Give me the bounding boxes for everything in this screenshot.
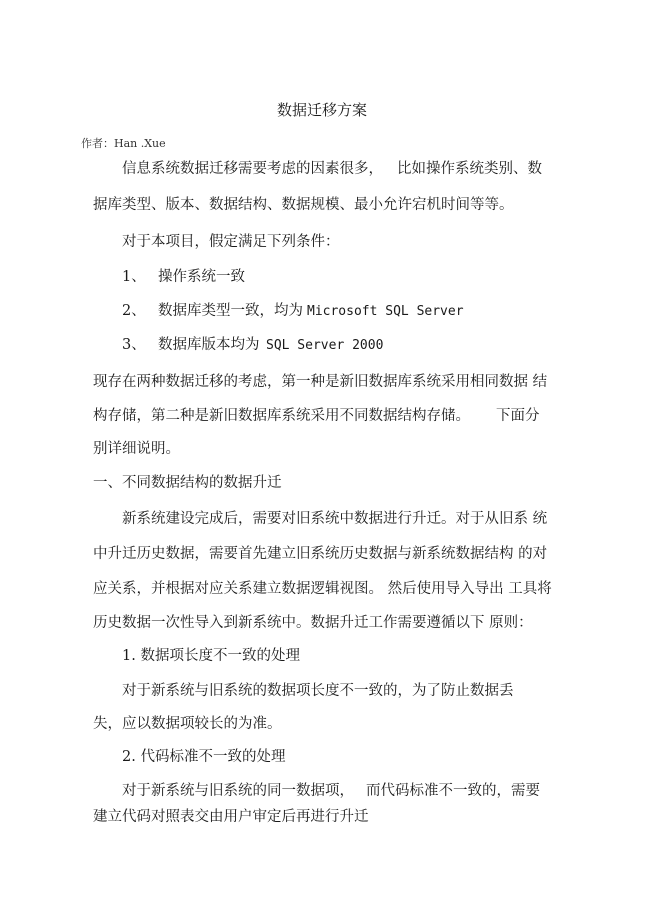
paragraph-line: 新系统建设完成后，需要对旧系统中数据进行升迁。对于从旧系 统: [122, 511, 548, 527]
paragraph-line: 建立代码对照表交由用户审定后再进行升迁: [93, 809, 369, 825]
list-item-text: 数据库版本均为: [158, 337, 260, 353]
paragraph-line: 现存在两种数据迁移的考虑，第一种是新旧数据库系统采用相同数据 结: [93, 374, 548, 390]
paragraph-line: 对于新系统与旧系统的同一数据项，: [122, 783, 354, 799]
paragraph-line: 据库类型、版本、数据结构、数据规模、最小允许宕机时间等等。: [93, 197, 514, 213]
paragraph-line: 应关系，并根据对应关系建立数据逻辑视图。 然后使用导入导出 工具将: [93, 581, 552, 597]
subsection-heading: 1. 数据项长度不一致的处理: [122, 648, 300, 664]
list-item-number: 2、: [122, 303, 146, 319]
list-item-code: SQL Server 2000: [266, 338, 384, 353]
list-item-number: 3、: [122, 337, 146, 353]
list-item-code: Microsoft SQL Server: [307, 304, 464, 319]
list-item-text: 数据库类型一致，均为: [158, 303, 303, 319]
list-item-text: 操作系统一致: [158, 269, 245, 285]
paragraph-line: 历史数据一次性导入到新系统中。数据升迁工作需要遵循以下 原则：: [93, 615, 533, 631]
paragraph-line: 中升迁历史数据，需要首先建立旧系统历史数据与新系统数据结构 的对: [93, 546, 548, 562]
paragraph-line: 别详细说明。: [93, 441, 180, 457]
list-item-number: 1、: [122, 269, 146, 285]
paragraph-line: 而代码标准不一致的，需要: [366, 783, 540, 799]
paragraph-line: 下面分: [496, 408, 540, 424]
page-title: 数据迁移方案: [277, 101, 368, 119]
paragraph-line: 比如操作系统类别、数: [397, 161, 542, 177]
author-line: 作者：Han .Xue: [81, 137, 166, 150]
subsection-heading: 2. 代码标准不一致的处理: [122, 749, 286, 765]
paragraph-line: 对于新系统与旧系统的数据项长度不一致的，为了防止数据丢: [122, 683, 514, 699]
paragraph-line: 对于本项目，假定满足下列条件：: [122, 234, 340, 250]
section-heading: 一、不同数据结构的数据升迁: [93, 475, 282, 491]
paragraph-line: 失，应以数据项较长的为准。: [93, 716, 282, 732]
paragraph-line: 信息系统数据迁移需要考虑的因素很多，: [122, 161, 383, 177]
paragraph-line: 构存储，第二种是新旧数据库系统采用不同数据结构存储。: [93, 408, 470, 424]
